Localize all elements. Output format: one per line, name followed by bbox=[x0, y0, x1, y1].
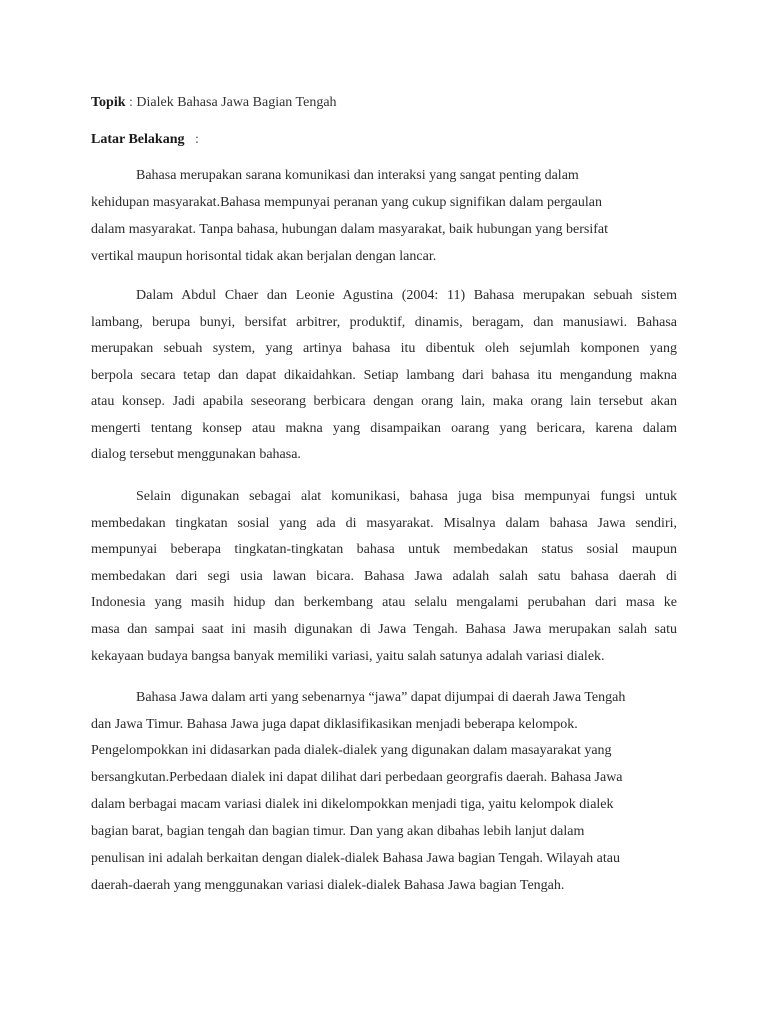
paragraph-line: Bahasa merupakan sarana komunikasi dan interaksi yang sangat penting dalam bbox=[136, 168, 579, 183]
paragraph-line: dalam berbagai macam variasi dialek ini dikelompokkan menjadi tiga, yaitu kelompok dialek bbox=[91, 797, 614, 812]
paragraph-line: kekayaan budaya bangsa banyak memiliki variasi, yaitu salah satunya adalah variasi dialek. bbox=[91, 649, 605, 664]
paragraph-line: bersangkutan.Perbedaan dialek ini dapat dilihat dari perbedaan georgrafis daerah. Bahasa Jawa bbox=[91, 770, 623, 785]
topic-label: Topik bbox=[91, 95, 126, 110]
paragraph-line: dialog tersebut menggunakan bahasa. bbox=[91, 447, 301, 462]
paragraph-line: bagian barat, bagian tengah dan bagian timur. Dan yang akan dibahas lebih lanjut dalam bbox=[91, 824, 585, 839]
paragraph-line: vertikal maupun horisontal tidak akan berjalan dengan lancar. bbox=[91, 249, 437, 264]
paragraph-line: masa dan sampai saat ini masih digunakan di Jawa Tengah. Bahasa Jawa merupakan salah satu bbox=[91, 622, 677, 637]
paragraph-line: dalam masyarakat. Tanpa bahasa, hubungan dalam masyarakat, baik hubungan yang bersifat bbox=[91, 222, 608, 237]
paragraph-line: dan Jawa Timur. Bahasa Jawa juga dapat diklasifikasikan menjadi beberapa kelompok. bbox=[91, 717, 578, 732]
background-separator: : bbox=[184, 132, 199, 147]
paragraph-line: kehidupan masyarakat.Bahasa mempunyai peranan yang cukup signifikan dalam pergaulan bbox=[91, 195, 602, 210]
background-heading bbox=[91, 131, 199, 149]
paragraph-line: daerah-daerah yang menggunakan variasi dialek-dialek Bahasa Jawa bagian Tengah. bbox=[91, 878, 565, 893]
topic-separator: : bbox=[125, 95, 137, 110]
paragraph-line: membedakan dari segi usia lawan bicara. Bahasa Jawa adalah salah satu bahasa daerah di bbox=[91, 569, 677, 584]
paragraph-line: berpola secara tetap dan dapat dikaidahkan. Setiap lambang dari bahasa itu mengandung makna bbox=[91, 368, 677, 383]
paragraph-line: Pengelompokkan ini didasarkan pada dialek-dialek yang digunakan dalam masayarakat yang bbox=[91, 743, 612, 758]
topic-value: Dialek Bahasa Jawa Bagian Tengah bbox=[136, 95, 337, 110]
paragraph-line: mengerti tentang konsep atau makna yang disampaikan oarang yang bericara, karena dalam bbox=[91, 421, 677, 436]
background-label: Latar Belakang bbox=[91, 132, 185, 147]
paragraph-line: mempunyai beberapa tingkatan-tingkatan bahasa untuk membedakan status sosial maupun bbox=[91, 542, 677, 557]
paragraph-line: lambang, berupa bunyi, bersifat arbitrer, produktif, dinamis, beragam, dan manusiawi. Bahasa bbox=[91, 315, 677, 330]
paragraph-line: Bahasa Jawa dalam arti yang sebenarnya “jawa” dapat dijumpai di daerah Jawa Tengah bbox=[136, 690, 626, 705]
paragraph-line: membedakan tingkatan sosial yang ada di masyarakat. Misalnya dalam bahasa Jawa sendiri, bbox=[91, 516, 677, 531]
paragraph-line: penulisan ini adalah berkaitan dengan dialek-dialek Bahasa Jawa bagian Tengah. Wilayah atau bbox=[91, 851, 620, 866]
paragraph-line: atau konsep. Jadi apabila seseorang berbicara dengan orang lain, maka orang lain tersebut akan bbox=[91, 394, 677, 409]
paragraph-line: Selain digunakan sebagai alat komunikasi, bahasa juga bisa mempunyai fungsi untuk bbox=[136, 489, 677, 504]
paragraph-line: Indonesia yang masih hidup dan berkembang atau selalu mengalami perubahan dari masa ke bbox=[91, 595, 677, 610]
paragraph-line: merupakan sebuah system, yang artinya bahasa itu dibentuk oleh sejumlah komponen yang bbox=[91, 341, 677, 356]
paragraph-line: Dalam Abdul Chaer dan Leonie Agustina (2004: 11) Bahasa merupakan sebuah sistem bbox=[136, 288, 677, 303]
topic-heading bbox=[91, 94, 337, 112]
